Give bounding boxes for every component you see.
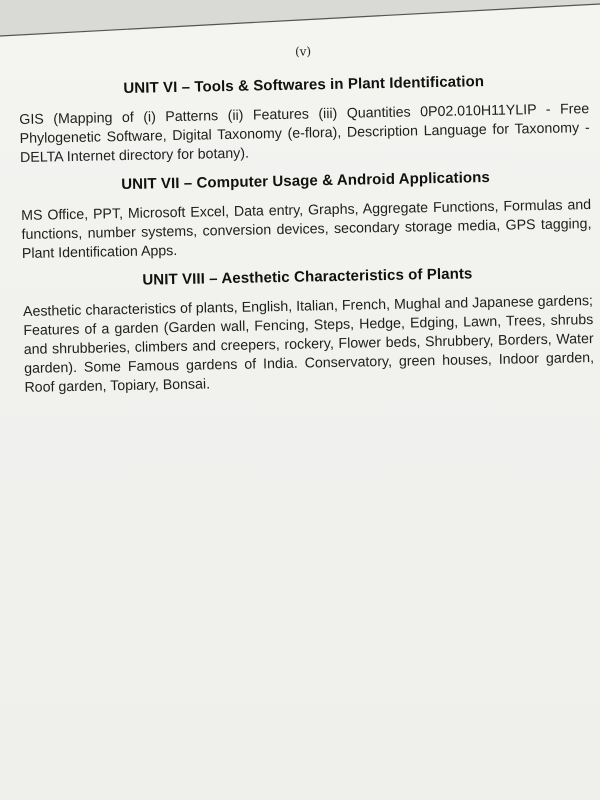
unit-viii-body: Aesthetic characteristics of plants, English, Italian, French, Mughal and Japanese gardens; Features of a garden (Garden wall, Fencing, Steps, Hedge, Edging, Lawn, Trees, shrubs and shrubberies, climbers and creepers, rockery, Flower beds, Shrubbery, Borders, Water garden). Some Famous gardens of India. Conservatory, green houses, Indoor garden, Roof garden, Topiary, Bonsai. [22, 293, 595, 396]
unit-vii-body: MS Office, PPT, Microsoft Excel, Data entry, Graphs, Aggregate Functions, Formulas and functions, number systems, conversion devices, secondary storage media, GPS tagging, Plant Identification Apps. [21, 197, 592, 262]
page-content [18, 39, 595, 408]
unit-vii-title: UNIT VII – Computer Usage & Android Applications [121, 168, 491, 194]
unit-viii-title: UNIT VIII – Aesthetic Characteristics of Plants [142, 265, 473, 289]
unit-vi-body: GIS (Mapping of (i) Patterns (ii) Features (iii) Quantities 0P02.010H11YLIP - Free Phylogenetic Software, Digital Taxonomy (e-flora), Description Language for Taxonomy - DELTA Internet directory for botany). [19, 101, 590, 166]
unit-viii-section [22, 263, 594, 398]
page-number: (v) [294, 44, 312, 59]
unit-vi-section [19, 71, 591, 168]
page-top-edge [0, 0, 600, 40]
unit-vi-title: UNIT VI – Tools & Softwares in Plant Identification [123, 73, 485, 97]
unit-vii-section [20, 167, 592, 264]
